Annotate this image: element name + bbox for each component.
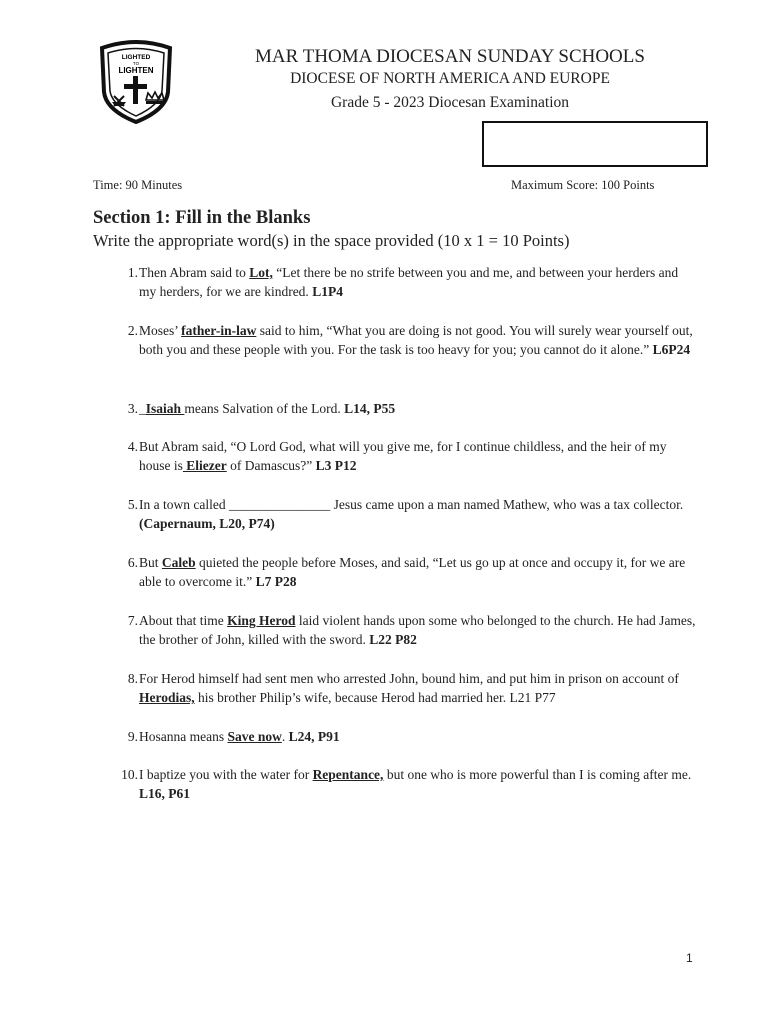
- lesson-reference: L22 P82: [369, 632, 417, 647]
- question-text: About that time King Herod laid violent hands upon some who belonged to the church. He had James, the brother of John, killed with the sword. L22 P82: [139, 613, 696, 647]
- question-text: _Isaiah means Salvation of the Lord. L14, P55: [139, 401, 396, 416]
- question-number: 9.: [127, 729, 138, 744]
- lesson-reference: L24, P91: [288, 729, 340, 744]
- question-7: [110, 611, 698, 649]
- time-allowed: Time: 90 Minutes: [93, 178, 183, 192]
- lesson-reference: L16, P61: [139, 786, 191, 801]
- question-6: [110, 553, 698, 591]
- answer: King Herod: [227, 613, 296, 628]
- question-text: Hosanna means Save now. L24, P91: [139, 729, 340, 744]
- question-8: [110, 669, 698, 707]
- question-4: [110, 437, 698, 475]
- question-number: 10.: [121, 767, 138, 782]
- answer: Isaiah: [145, 401, 185, 416]
- section-instructions: Write the appropriate word(s) in the space provided (10 x 1 = 10 Points): [93, 231, 570, 250]
- logo-text-to: TO: [132, 61, 140, 66]
- question-5: [110, 495, 698, 533]
- question-text: But Abram said, “O Lord God, what will you give me, for I continue childless, and the heir of my house is Eliezer of Damascus?” L3 P12: [139, 439, 667, 473]
- section-title: Section 1: Fill in the Blanks: [93, 208, 311, 228]
- question-9: [110, 727, 698, 746]
- answer: Save now: [227, 729, 282, 744]
- answer: Eliezer: [182, 458, 227, 473]
- answer: Herodias,: [139, 690, 195, 705]
- question-3: [110, 399, 698, 418]
- question-text: But Caleb quieted the people before Moses, and said, “Let us go up at once and occupy it, for we are able to overcome it.” L7 P28: [139, 555, 686, 589]
- diocese-title: DIOCESE OF NORTH AMERICA AND EUROPE: [290, 70, 610, 87]
- question-number: 4.: [127, 439, 138, 454]
- question-text: Moses’ father-in-law said to him, “What you are doing is not good. You will surely wear yourself out, both you and these people with you. For the task is too heavy for you; you cannot do it alone.” L6P24: [139, 323, 693, 357]
- lesson-reference: L14, P55: [344, 401, 396, 416]
- shield-emblem-icon: [92, 40, 180, 124]
- question-text: I baptize you with the water for Repentance, but one who is more powerful than I is coming after me. L16, P61: [139, 767, 692, 801]
- question-number: 8.: [127, 671, 138, 686]
- lesson-reference: L1P4: [312, 284, 343, 299]
- exam-title: Grade 5 - 2023 Diocesan Examination: [330, 94, 570, 111]
- student-id-box[interactable]: [482, 121, 708, 167]
- answer: Repentance,: [312, 767, 384, 782]
- lesson-reference: (Capernaum, L20, P74): [139, 516, 275, 531]
- question-1: [110, 263, 698, 301]
- lesson-reference: L3 P12: [315, 458, 357, 473]
- question-number: 7.: [127, 613, 138, 628]
- lesson-reference: L6P24: [652, 342, 691, 357]
- lesson-reference: L7 P28: [255, 574, 297, 589]
- answer: Lot,: [249, 265, 273, 280]
- answer: Caleb: [161, 555, 196, 570]
- question-text: In a town called _______________ Jesus came upon a man named Mathew, who was a tax collector. (Capernaum, L20, P74): [139, 497, 684, 531]
- logo-text-lighted: LIGHTED: [121, 54, 151, 61]
- question-number: 2.: [127, 323, 138, 338]
- question-10: [110, 765, 698, 803]
- answer: father-in-law: [181, 323, 257, 338]
- school-title: MAR THOMA DIOCESAN SUNDAY SCHOOLS: [255, 46, 645, 67]
- question-number: 6.: [127, 555, 138, 570]
- question-number: 5.: [127, 497, 138, 512]
- logo-text-lighten: LIGHTEN: [118, 66, 154, 75]
- page-number: 1: [686, 951, 693, 965]
- question-text: For Herod himself had sent men who arrested John, bound him, and put him in prison on account of Herodias, his brother Philip’s wife, because Herod had married her. L21 P77: [139, 671, 679, 705]
- maximum-score: Maximum Score: 100 Points: [511, 178, 655, 192]
- question-2: [110, 321, 698, 359]
- question-number: 3.: [127, 401, 138, 416]
- question-number: 1.: [127, 265, 138, 280]
- sunday-school-logo: [92, 40, 180, 124]
- question-text: Then Abram said to Lot, “Let there be no strife between you and me, and between your herders and my herders, for we are kindred. L1P4: [139, 265, 679, 299]
